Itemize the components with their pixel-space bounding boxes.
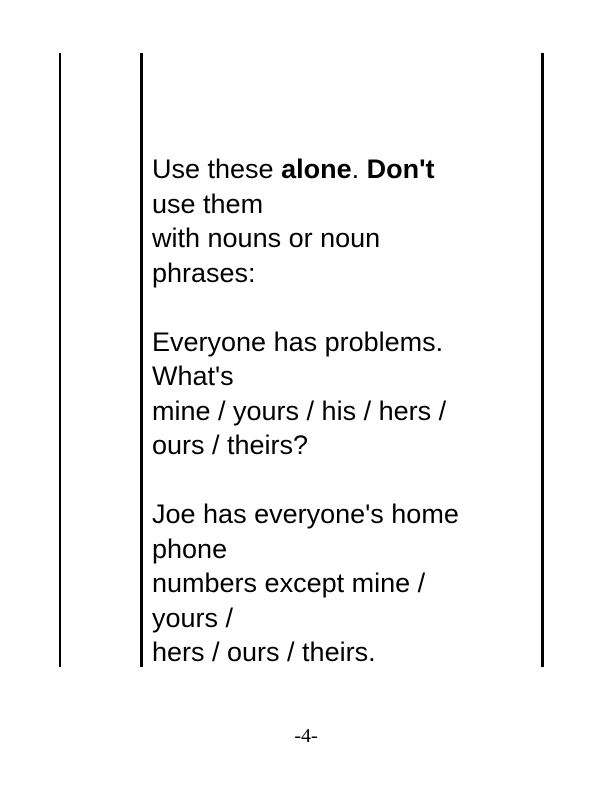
left-border-rule bbox=[59, 53, 61, 667]
text-line: ours / theirs? bbox=[152, 430, 309, 460]
text-line: Joe has everyone's home bbox=[152, 499, 459, 529]
page-number: -4- bbox=[294, 725, 318, 747]
text-line: Everyone has problems. bbox=[152, 326, 444, 357]
text-line: numbers except mine / bbox=[152, 568, 426, 598]
text-line bbox=[152, 152, 537, 187]
text-line: hers / ours / theirs. bbox=[152, 637, 376, 667]
text-line: with nouns or noun bbox=[152, 223, 381, 253]
paragraph-instruction bbox=[152, 152, 537, 290]
right-border-rule bbox=[541, 53, 544, 667]
text-run: Use these bbox=[152, 154, 282, 184]
text-line: use them bbox=[152, 188, 264, 219]
paragraph-example-2 bbox=[152, 497, 537, 670]
text-line: phrases: bbox=[152, 257, 256, 288]
text-line: What's bbox=[152, 361, 234, 391]
emphasis-alone: alone bbox=[281, 154, 352, 184]
middle-border-rule bbox=[140, 53, 143, 667]
paragraph-example-1 bbox=[152, 325, 537, 463]
text-line: mine / yours / his / hers / bbox=[152, 395, 447, 426]
text-content bbox=[152, 152, 537, 670]
text-line: phone bbox=[152, 533, 228, 564]
text-line: yours / bbox=[152, 602, 234, 633]
emphasis-dont: Don't bbox=[366, 154, 435, 184]
text-run: . bbox=[351, 154, 367, 184]
